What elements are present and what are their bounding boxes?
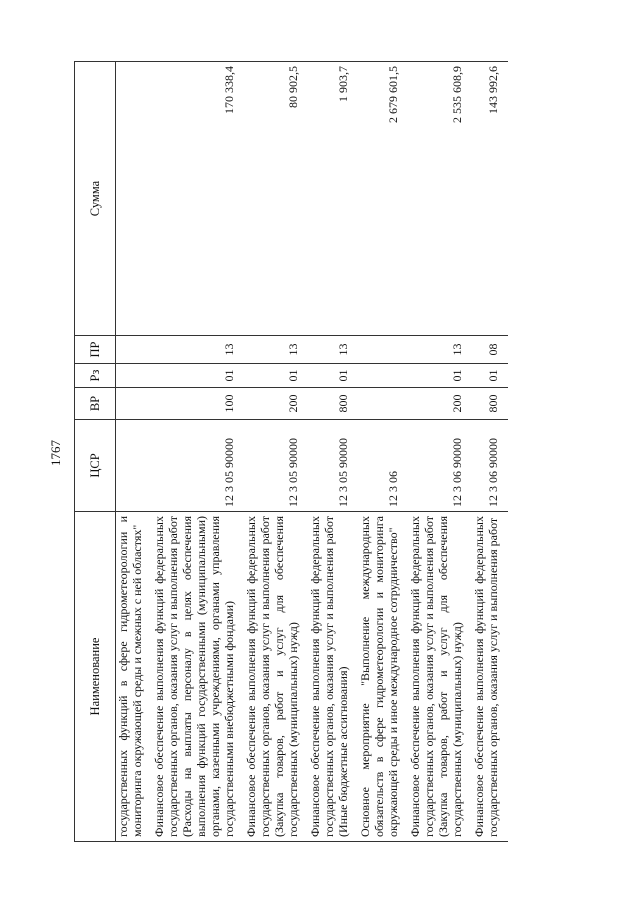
row-vr: 800 <box>472 388 508 420</box>
row-rz: 01 <box>244 364 308 388</box>
row-name: Основное мероприятие "Выполнение международных обязательств в сфере гидрометеорологии и мониторинга окружающей среды и иное международное сотрудничество" <box>358 512 408 842</box>
header-rz: Рз <box>75 364 116 388</box>
header-vr: ВР <box>75 388 116 420</box>
row-name: Финансовое обеспечение выполнения функций федеральных государственных органов, оказания услуг и выполнения работ <box>472 512 508 842</box>
row-vr: 100 <box>152 388 244 420</box>
row-vr: 200 <box>408 388 472 420</box>
row-rz: 01 <box>408 364 472 388</box>
row-vr: 200 <box>244 388 308 420</box>
row-csr: 12 3 05 90000 <box>244 420 308 512</box>
row-rz <box>116 364 153 388</box>
table-row <box>358 62 408 842</box>
row-pr: 13 <box>408 336 472 364</box>
row-csr: 12 3 06 90000 <box>408 420 472 512</box>
table-row <box>152 62 244 842</box>
row-pr: 13 <box>244 336 308 364</box>
row-sum: 1 903,7 <box>308 62 358 336</box>
row-sum <box>116 62 153 336</box>
row-rz <box>358 364 408 388</box>
row-rz: 01 <box>472 364 508 388</box>
row-sum: 2 679 601,5 <box>358 62 408 336</box>
header-pr: ПР <box>75 336 116 364</box>
row-rz: 01 <box>152 364 244 388</box>
row-name: государственных функций в сфере гидрометеорологии и мониторинга окружающей среды и смежных с ней областях" <box>116 512 153 842</box>
table-row <box>472 62 508 842</box>
row-pr: 13 <box>308 336 358 364</box>
page-number: 1767 <box>48 440 63 466</box>
row-pr <box>358 336 408 364</box>
row-csr: 12 3 05 90000 <box>152 420 244 512</box>
rotated-page <box>74 62 594 842</box>
row-sum: 2 535 608,9 <box>408 62 472 336</box>
header-name: Наименование <box>75 512 116 842</box>
row-name: Финансовое обеспечение выполнения функций федеральных государственных органов, оказания услуг и выполнения работ (Иные бюджетные ассигнования) <box>308 512 358 842</box>
row-vr: 800 <box>308 388 358 420</box>
row-csr: 12 3 05 90000 <box>308 420 358 512</box>
row-sum: 80 902,5 <box>244 62 308 336</box>
table-header-row <box>75 62 116 842</box>
row-csr: 12 3 06 <box>358 420 408 512</box>
row-csr: 12 3 06 90000 <box>472 420 508 512</box>
row-vr <box>358 388 408 420</box>
row-sum: 170 338,4 <box>152 62 244 336</box>
table-row <box>308 62 358 842</box>
table-row <box>408 62 472 842</box>
row-pr <box>116 336 153 364</box>
row-vr <box>116 388 153 420</box>
row-name: Финансовое обеспечение выполнения функций федеральных государственных органов, оказания услуг и выполнения работ (Закупка товаров, работ и услуг для обеспечения государственных (муниципальных) нужд) <box>244 512 308 842</box>
row-pr: 13 <box>152 336 244 364</box>
row-pr: 08 <box>472 336 508 364</box>
table-row <box>116 62 153 842</box>
row-csr <box>116 420 153 512</box>
row-name: Финансовое обеспечение выполнения функций федеральных государственных органов, оказания услуг и выполнения работ (Расходы на выплаты персоналу в целях обеспечения выполнения функций государственными (муниципальными) органами, казенными учреждениями, органами управления государственными внебюджетными фондами) <box>152 512 244 842</box>
header-csr: ЦСР <box>75 420 116 512</box>
row-name: Финансовое обеспечение выполнения функций федеральных государственных органов, оказания услуг и выполнения работ (Закупка товаров, работ и услуг для обеспечения государственных (муниципальных) нужд) <box>408 512 472 842</box>
row-rz: 01 <box>308 364 358 388</box>
budget-table <box>74 61 508 842</box>
table-row <box>244 62 308 842</box>
row-sum: 143 992,6 <box>472 62 508 336</box>
header-sum: Сумма <box>75 62 116 336</box>
